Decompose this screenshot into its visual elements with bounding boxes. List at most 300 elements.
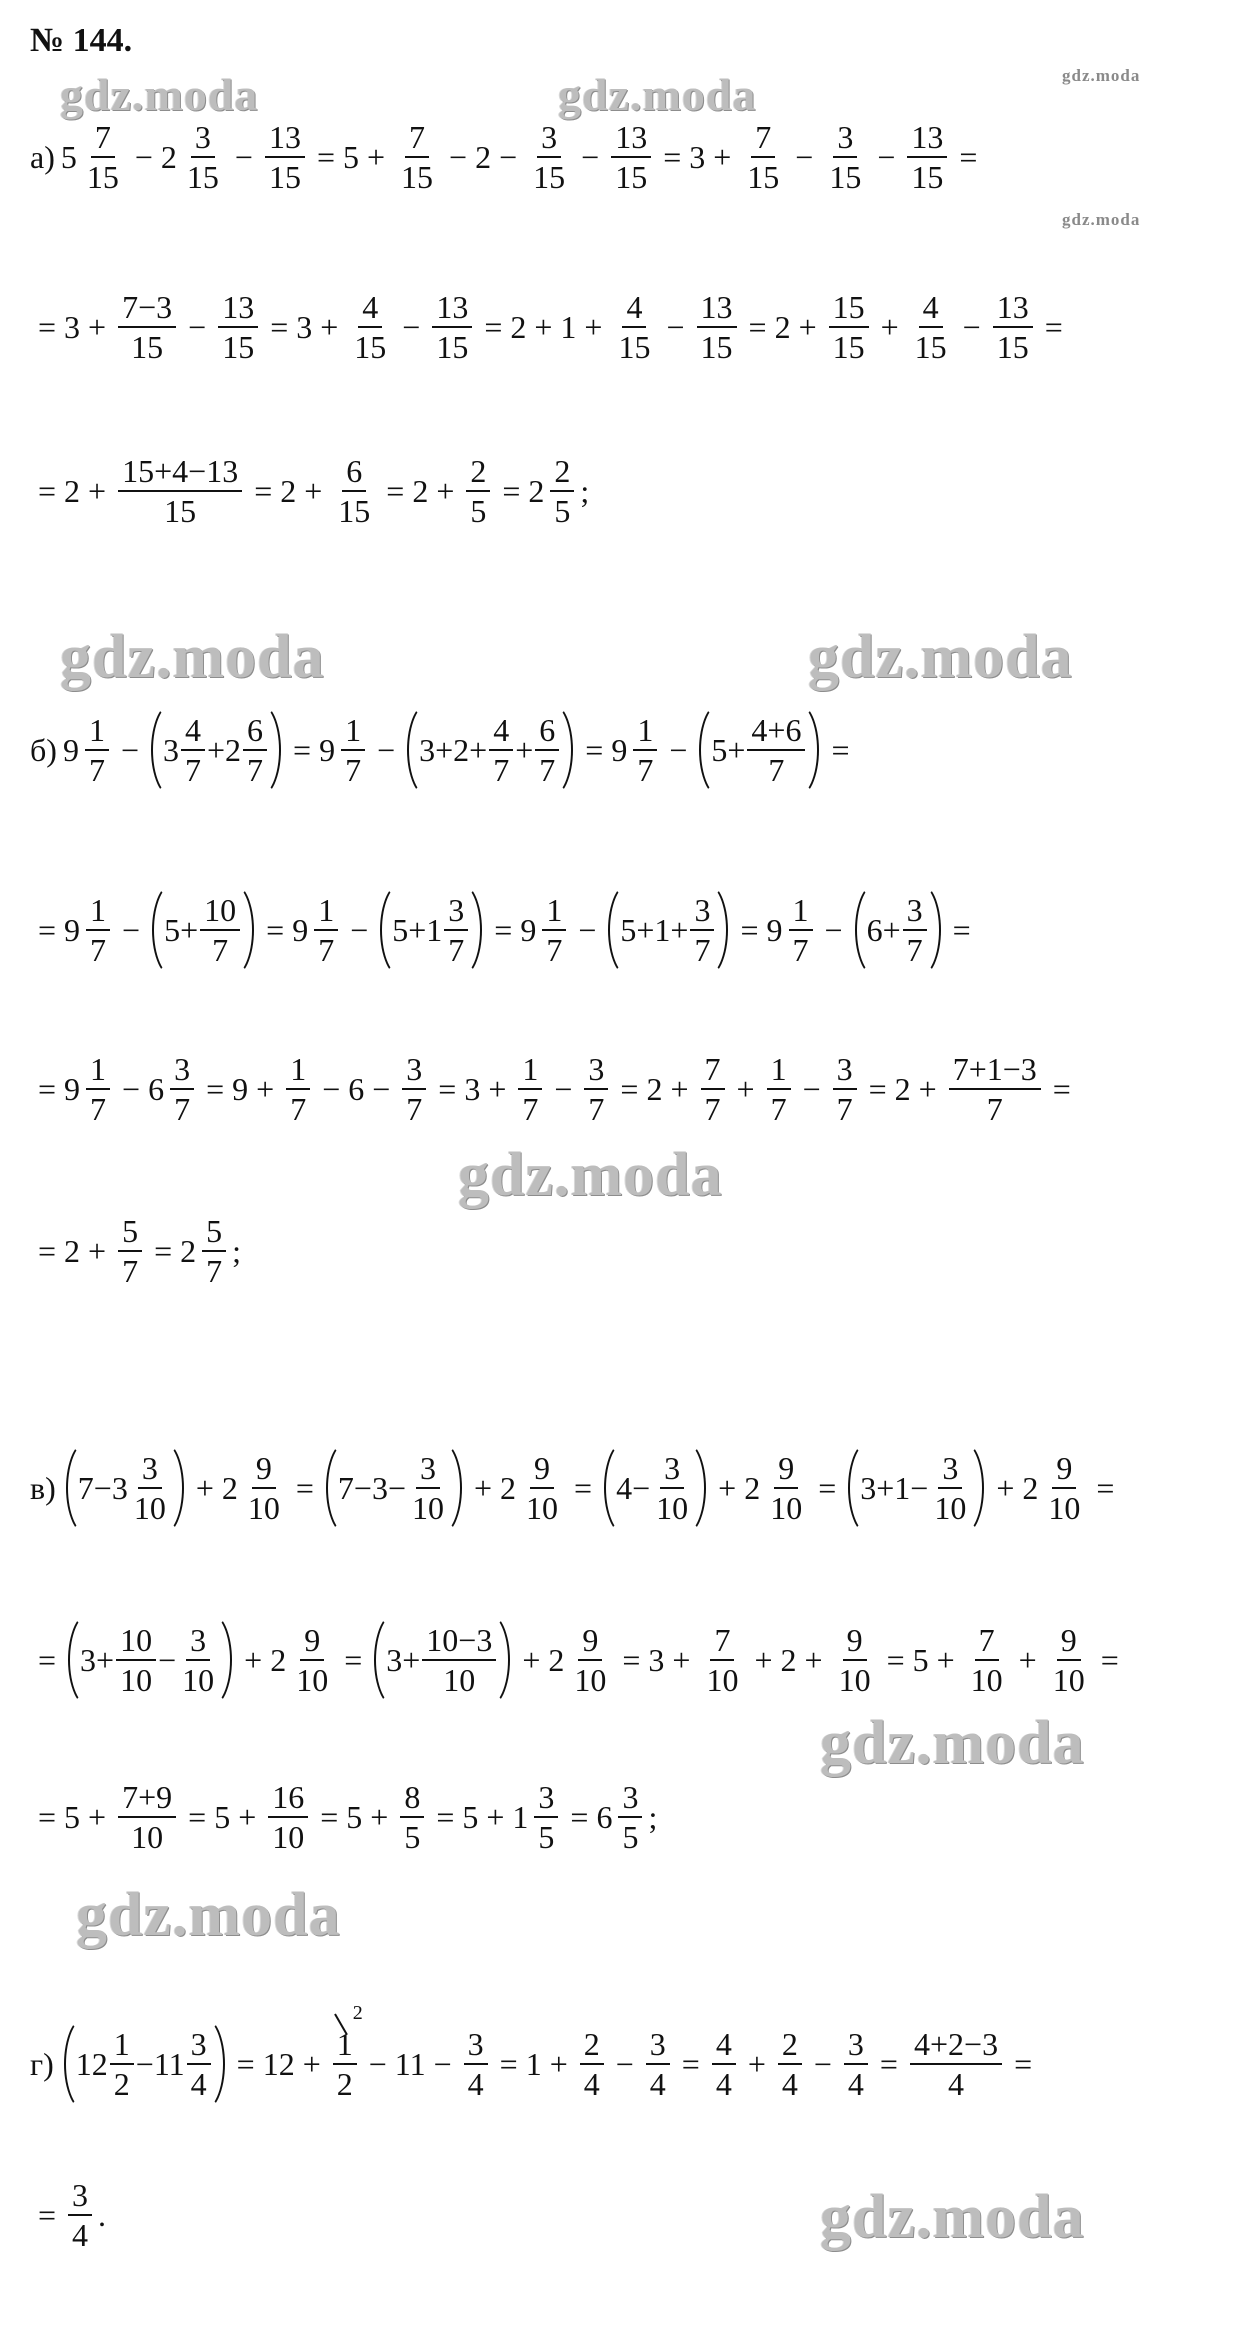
whole: 3 — [162, 731, 179, 768]
operator: = — [1014, 2045, 1033, 2082]
operator: − — [377, 731, 396, 768]
number: 12 — [262, 2045, 295, 2082]
denominator: 7 — [770, 1091, 787, 1128]
operator: = — [622, 1641, 641, 1678]
numerator: 9 — [252, 1449, 276, 1489]
operator: = — [320, 1798, 339, 1835]
watermark: gdz.moda — [60, 69, 259, 120]
solution-b-line-4 — [30, 1212, 241, 1291]
watermark: gdz.moda — [1062, 66, 1141, 85]
denominator: 7 — [212, 932, 229, 968]
numerator: 4 — [358, 288, 382, 328]
numerator: 13 — [993, 288, 1033, 328]
number: 2 — [646, 1070, 663, 1107]
fraction — [202, 1212, 226, 1291]
whole: 9 — [766, 911, 783, 948]
operator: − — [449, 138, 468, 175]
denominator: 15 — [401, 159, 434, 196]
numerator: 16 — [268, 1778, 308, 1818]
denominator: 4 — [467, 2066, 484, 2102]
denominator: 15 — [747, 159, 780, 196]
expression: 7−3− — [337, 1469, 406, 1506]
numerator: 3 — [416, 1449, 440, 1489]
operator: = — [154, 1232, 173, 1269]
solution-g-line-2 — [30, 2176, 106, 2255]
fraction — [334, 452, 374, 531]
fraction — [464, 2025, 488, 2104]
fraction — [444, 891, 468, 970]
operator: − — [802, 1070, 821, 1107]
operator: = — [188, 1798, 207, 1835]
fraction — [314, 891, 338, 970]
fraction — [993, 288, 1033, 367]
denominator: 10 — [1052, 1662, 1085, 1698]
operator: = — [879, 2045, 898, 2082]
operator: + — [436, 472, 455, 509]
numerator: 4 — [181, 711, 205, 751]
fraction — [580, 2025, 604, 2104]
fraction — [833, 1050, 857, 1129]
fraction — [181, 711, 205, 790]
numerator: 3 — [534, 1778, 558, 1818]
denominator: 7 — [88, 752, 105, 788]
denominator: 7 — [906, 932, 923, 968]
operator: + — [88, 308, 107, 345]
part-label: б) — [30, 731, 57, 768]
cancelled-digit: 1 — [336, 2025, 353, 2062]
fraction — [292, 1621, 332, 1700]
number: 5 — [462, 1798, 479, 1835]
operator: = — [681, 2045, 700, 2082]
whole: 12 — [75, 2045, 108, 2082]
solution-v-line-1 — [30, 1440, 1122, 1536]
whole: 9 — [611, 731, 628, 768]
operator: + — [1018, 1641, 1037, 1678]
whole: 11 — [153, 2045, 185, 2082]
operator: = — [886, 1641, 905, 1678]
watermark: gdz.moda — [458, 1141, 723, 1209]
numerator: 1 — [633, 711, 657, 751]
fraction — [702, 1621, 742, 1700]
number: 5 — [343, 138, 359, 175]
numerator: 3 — [444, 891, 468, 931]
operator: − — [188, 308, 207, 345]
operator: − — [666, 308, 685, 345]
operator: = — [38, 472, 57, 509]
operator: + — [670, 1070, 689, 1107]
denominator: 5 — [404, 1819, 421, 1856]
whole: 9 — [292, 911, 309, 948]
operator: − — [813, 2045, 832, 2082]
denominator: 7 — [206, 1253, 223, 1290]
operator: = — [1096, 1469, 1115, 1506]
denominator: 7 — [522, 1091, 539, 1128]
numerator: 13 — [697, 288, 737, 328]
fraction — [286, 1050, 310, 1129]
fraction — [489, 711, 513, 790]
fraction — [535, 711, 559, 790]
numerator: 1 — [518, 1050, 542, 1090]
operator: − — [669, 731, 688, 768]
operator: − — [122, 911, 141, 948]
parenthesized-group — [699, 702, 819, 798]
fraction — [86, 891, 110, 970]
operator: + — [584, 308, 603, 345]
numerator: 7+1−3 — [949, 1050, 1041, 1090]
fraction — [432, 288, 472, 367]
operator: + — [804, 1641, 823, 1678]
fraction — [118, 452, 242, 531]
operator: = — [38, 911, 57, 948]
denominator: 15 — [615, 159, 648, 196]
operator: = — [266, 911, 285, 948]
denominator: 10 — [133, 1490, 166, 1526]
denominator: 4 — [948, 2066, 965, 2102]
operator: − — [120, 731, 139, 768]
operator: = — [740, 911, 759, 948]
part-label: в) — [30, 1469, 56, 1506]
numerator: 3 — [187, 2025, 211, 2065]
fraction — [86, 1050, 110, 1129]
operator: = — [206, 1070, 225, 1107]
operator: + — [88, 1798, 107, 1835]
denominator: 5 — [538, 1819, 555, 1856]
fraction — [110, 2025, 134, 2104]
denominator: 10 — [1048, 1490, 1081, 1526]
denominator: 5 — [470, 493, 487, 530]
operator: + — [370, 1798, 389, 1835]
whole: 9 — [319, 731, 336, 768]
number: 3 — [64, 308, 81, 345]
denominator: 15 — [829, 159, 862, 196]
operator: + — [320, 308, 339, 345]
solution-v-line-3 — [30, 1778, 657, 1857]
operator: + — [672, 1641, 691, 1678]
number: 11 — [394, 2045, 426, 2082]
denominator: 15 — [911, 159, 944, 196]
fraction — [618, 1778, 642, 1857]
parenthesized-group — [848, 1440, 984, 1536]
fraction — [518, 1050, 542, 1129]
expression: 4− — [616, 1469, 651, 1506]
numerator: 10 — [116, 1621, 156, 1661]
number: 2 — [894, 1070, 911, 1107]
operator: = — [38, 308, 57, 345]
denominator: 7 — [90, 932, 107, 968]
operator: = — [499, 2045, 518, 2082]
operator: = — [38, 1232, 57, 1269]
numerator: 15+4−13 — [118, 452, 242, 492]
operator: = — [316, 138, 335, 175]
fraction — [118, 1212, 142, 1291]
solution-b-line-3 — [30, 1050, 1079, 1129]
operator: = — [959, 138, 978, 175]
number: 5 — [214, 1798, 231, 1835]
denominator: 7 — [986, 1091, 1003, 1128]
denominator: 15 — [86, 159, 119, 196]
operator: − — [499, 138, 518, 175]
operator: = — [293, 731, 312, 768]
fraction — [611, 118, 651, 197]
numerator: 1 — [341, 711, 365, 751]
numerator: 9 — [843, 1621, 867, 1661]
fraction — [130, 1449, 170, 1528]
number: 2 — [280, 472, 297, 509]
expression: 3+1− — [860, 1469, 929, 1506]
expression: 3+ — [386, 1641, 421, 1678]
expression: 6+ — [866, 911, 901, 948]
operator: = — [254, 472, 273, 509]
operator: + — [713, 138, 732, 175]
operator: = — [295, 1469, 314, 1506]
fraction — [244, 1449, 284, 1528]
watermark: gdz.moda — [808, 623, 1073, 691]
denominator: 15 — [618, 329, 651, 366]
denominator: 10 — [272, 1819, 305, 1856]
watermark: gdz.moda — [820, 1709, 1085, 1777]
expression: 5+ — [164, 911, 199, 948]
denominator: 7 — [539, 752, 556, 788]
parenthesized-group — [855, 882, 941, 978]
fraction — [633, 711, 657, 790]
operator: − — [368, 2045, 387, 2082]
number: 2 — [64, 1232, 81, 1269]
numerator: 7 — [710, 1621, 734, 1661]
numerator: 7−3 — [118, 288, 176, 328]
numerator: 1 — [767, 1050, 791, 1090]
denominator: 4 — [190, 2066, 207, 2102]
operator: + — [936, 1641, 955, 1678]
numerator: 9 — [774, 1449, 798, 1489]
operator: − — [795, 138, 814, 175]
numerator: 13 — [265, 118, 305, 158]
punctuation: ; — [232, 1232, 242, 1269]
numerator: 6 — [342, 452, 366, 492]
operator: + — [244, 1641, 263, 1678]
operator: + — [736, 1070, 755, 1107]
operator: − — [122, 1070, 141, 1107]
numerator: 3 — [464, 2025, 488, 2065]
numerator: 4 — [919, 288, 943, 328]
operator: + — [367, 138, 386, 175]
operator: = — [38, 2196, 57, 2233]
operator: − — [554, 1070, 573, 1107]
denominator: 15 — [700, 329, 733, 366]
numerator: 2 — [550, 452, 574, 492]
expression: 5+1 — [392, 911, 443, 948]
number: 3 — [464, 1070, 481, 1107]
fraction — [350, 288, 390, 367]
numerator: 3 — [402, 1050, 426, 1090]
operator: + — [534, 308, 553, 345]
expression: 5+1+ — [620, 911, 689, 948]
fraction — [397, 118, 437, 197]
denominator: 4 — [715, 2066, 732, 2102]
numerator: 7 — [975, 1621, 999, 1661]
number: 3 — [296, 308, 313, 345]
fraction — [265, 118, 305, 197]
fraction — [542, 891, 566, 970]
operator: = — [952, 911, 971, 948]
denominator: 7 — [122, 1253, 139, 1290]
denominator: 7 — [704, 1091, 721, 1128]
punctuation: ; — [648, 1798, 658, 1835]
denominator: 7 — [174, 1091, 191, 1128]
punctuation: ; — [580, 472, 590, 509]
fraction — [829, 288, 869, 367]
fraction — [68, 2176, 92, 2255]
operator: − — [615, 2045, 634, 2082]
number: 5 — [64, 1798, 81, 1835]
fraction — [930, 1449, 970, 1528]
denominator: 15 — [131, 329, 164, 366]
operator: = — [1100, 1641, 1119, 1678]
whole: 9 — [520, 911, 537, 948]
whole: 9 — [64, 1070, 81, 1107]
fraction — [789, 891, 813, 970]
fraction — [422, 1621, 496, 1700]
operator: − — [135, 2045, 154, 2082]
parenthesized-group — [152, 882, 254, 978]
number: 5 — [912, 1641, 929, 1678]
operator: = — [663, 138, 682, 175]
solution-g-line-1 — [30, 2001, 1040, 2112]
whole: 9 — [62, 731, 79, 768]
fraction — [402, 1050, 426, 1129]
numerator: 6 — [535, 711, 559, 751]
numerator: 3 — [584, 1050, 608, 1090]
operator: − — [158, 1641, 177, 1678]
denominator: 7 — [836, 1091, 853, 1128]
fraction — [911, 288, 951, 367]
denominator: 7 — [493, 752, 510, 788]
watermark: gdz.moda — [76, 1881, 341, 1949]
numerator: 10−3 — [422, 1621, 496, 1661]
number: 2 — [774, 308, 791, 345]
operator: = — [1044, 308, 1063, 345]
fraction — [766, 1449, 806, 1528]
fraction — [218, 288, 258, 367]
part-label: а) — [30, 138, 55, 175]
numerator: 1 — [314, 891, 338, 931]
numerator: 7 — [405, 118, 429, 158]
operator: + — [522, 1641, 541, 1678]
fraction — [118, 1778, 176, 1857]
number: 9 — [232, 1070, 249, 1107]
multiplier-note: 2 — [352, 2001, 363, 2024]
fraction — [170, 1050, 194, 1129]
fraction — [83, 118, 123, 197]
fraction — [907, 118, 947, 197]
denominator: 7 — [637, 752, 654, 788]
numerator: 3 — [618, 1778, 642, 1818]
fraction — [614, 288, 654, 367]
denominator: 7 — [90, 1091, 107, 1128]
expression: 7−3 — [77, 1469, 128, 1506]
denominator: 10 — [706, 1662, 739, 1698]
watermark: gdz.moda — [60, 623, 325, 691]
operator: − — [824, 911, 843, 948]
operator: − — [372, 1070, 391, 1107]
operator: = — [344, 1641, 363, 1678]
denominator: 10 — [443, 1662, 476, 1698]
fraction — [268, 1778, 308, 1857]
denominator: 10 — [296, 1662, 329, 1698]
whole: 9 — [64, 911, 81, 948]
denominator: 10 — [412, 1490, 444, 1526]
operator: + — [88, 1232, 107, 1269]
denominator: 10 — [247, 1490, 280, 1526]
whole: 2 — [221, 1469, 238, 1506]
fraction — [967, 1621, 1007, 1700]
parenthesized-group — [151, 702, 281, 798]
denominator: 10 — [770, 1490, 803, 1526]
whole: 6 — [148, 1070, 165, 1107]
parenthesized-group — [380, 882, 482, 978]
numerator: 4 — [712, 2025, 736, 2065]
number: 6 — [348, 1070, 365, 1107]
number: 2 — [510, 308, 527, 345]
numerator: 9 — [1057, 1621, 1081, 1661]
fraction — [534, 1778, 558, 1857]
operator: = — [585, 731, 604, 768]
denominator: 10 — [131, 1819, 164, 1856]
denominator: 10 — [656, 1490, 689, 1526]
numerator: 3 — [138, 1449, 162, 1489]
numerator: 4 — [622, 288, 646, 328]
denominator: 2 — [113, 2066, 130, 2102]
operator: + — [474, 1469, 493, 1506]
solution-a-line-2 — [30, 288, 1071, 367]
numerator: 7 — [701, 1050, 725, 1090]
whole: 2 — [180, 1232, 197, 1269]
operator: = — [38, 1798, 57, 1835]
fraction — [778, 2025, 802, 2104]
whole: 2 — [1022, 1469, 1039, 1506]
fraction — [550, 452, 574, 531]
denominator: 7 — [588, 1091, 605, 1128]
fraction — [910, 2025, 1002, 2104]
fraction — [743, 118, 783, 197]
whole: 2 — [744, 1469, 761, 1506]
denominator: 15 — [996, 329, 1029, 366]
numerator — [333, 2001, 363, 2065]
numerator: 1 — [110, 2025, 134, 2065]
whole: 2 — [500, 1469, 517, 1506]
denominator: 7 — [318, 932, 335, 968]
numerator: 13 — [218, 288, 258, 328]
numerator: 7+9 — [118, 1778, 176, 1818]
numerator: 4+6 — [747, 711, 805, 751]
numerator: 10 — [200, 891, 240, 931]
denominator: 4 — [649, 2066, 666, 2102]
operator: + — [238, 1798, 257, 1835]
fraction — [85, 711, 109, 790]
denominator: 15 — [222, 329, 255, 366]
operator: + — [798, 308, 817, 345]
operator: + — [88, 472, 107, 509]
parenthesized-group — [608, 882, 728, 978]
expression: 3+2+ — [419, 731, 488, 768]
parenthesized-group — [326, 1440, 462, 1536]
operator: = — [1052, 1070, 1071, 1107]
parenthesized-group — [374, 1612, 510, 1708]
number: 3 — [648, 1641, 665, 1678]
fraction — [333, 2001, 363, 2104]
numerator: 3 — [68, 2176, 92, 2216]
numerator: 5 — [118, 1212, 142, 1252]
solution-b-line-1 — [30, 702, 858, 798]
